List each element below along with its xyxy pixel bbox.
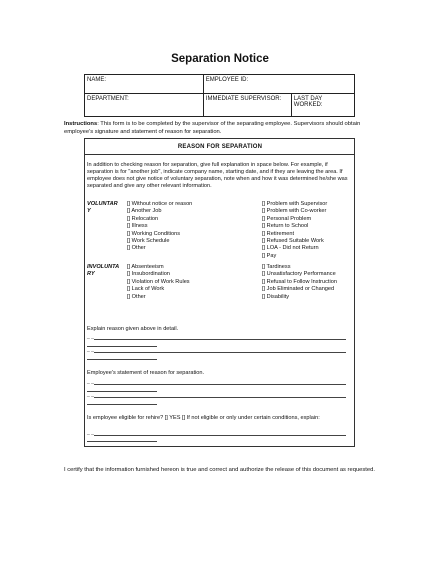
- checkbox-option[interactable]: [] Return to School: [262, 223, 309, 230]
- checkbox-option[interactable]: [] Problem with Co-worker: [262, 208, 327, 215]
- dash-mark: _ _: [87, 334, 94, 340]
- checkbox-option[interactable]: [] Another Job: [127, 208, 162, 215]
- voluntary-label: VOLUNTARY: [87, 201, 118, 214]
- checkbox-option[interactable]: [] Pay: [262, 252, 277, 259]
- checkbox-option[interactable]: [] Without notice or reason: [127, 201, 193, 207]
- answer-line[interactable]: [87, 359, 157, 360]
- checkbox-option[interactable]: [] Work Schedule: [127, 238, 170, 245]
- answer-line[interactable]: [94, 384, 346, 385]
- statement-prompt: Employee's statement of reason for separation.: [87, 370, 205, 376]
- answer-line[interactable]: [87, 404, 157, 405]
- employee-id-field[interactable]: [203, 75, 354, 94]
- checkbox-option[interactable]: [] Working Conditions: [127, 230, 181, 237]
- checkbox-option[interactable]: [] Other: [127, 293, 146, 300]
- answer-line[interactable]: [87, 346, 157, 347]
- dash-mark: _ _: [87, 392, 94, 398]
- checkbox-option[interactable]: [] Absenteeism: [127, 264, 164, 270]
- instructions-text: : This form is to be completed by the supervisor of the separating employee. Supervisors should obtain employee's signature and statement of reason for separation.: [64, 121, 361, 135]
- checkbox-option[interactable]: [] Other: [127, 245, 146, 252]
- instructions: [64, 120, 364, 136]
- dash-mark: _ _: [87, 430, 94, 436]
- dash-mark: _ _: [87, 347, 94, 353]
- voluntary-right-options: [262, 201, 327, 260]
- answer-line[interactable]: [94, 435, 346, 436]
- checkbox-option[interactable]: [] Violation of Work Rules: [127, 278, 190, 285]
- checkbox-option[interactable]: [] Unsatisfactory Performance: [262, 271, 336, 278]
- dash-mark: _ _: [87, 379, 94, 385]
- employee-info-table: [84, 74, 355, 117]
- checkbox-option[interactable]: [] Lack of Work: [127, 286, 165, 293]
- involuntary-left-options: [127, 264, 190, 301]
- divider: [84, 154, 355, 155]
- answer-line[interactable]: [87, 441, 157, 442]
- checkbox-option[interactable]: [] Problem with Supervisor: [262, 201, 328, 207]
- explain-prompt: Explain reason given above in detail.: [87, 326, 179, 332]
- answer-line[interactable]: [94, 397, 346, 398]
- certification-text: I certify that the information furnished hereon is true and correct and authorize the release of this document as requested.: [64, 467, 375, 473]
- department-label: DEPARTMENT:: [87, 96, 129, 102]
- answer-line[interactable]: [94, 352, 346, 353]
- answer-line[interactable]: [94, 339, 346, 340]
- name-label: NAME:: [87, 77, 107, 83]
- checkbox-option[interactable]: [] Refusal to Follow Instruction: [262, 278, 337, 285]
- checkbox-option[interactable]: [] Illness: [127, 223, 148, 230]
- checkbox-option[interactable]: [] Tardiness: [262, 264, 291, 270]
- page-title: Separation Notice: [171, 53, 269, 65]
- checkbox-option[interactable]: [] Job Eliminated or Changed: [262, 286, 335, 293]
- checkbox-option[interactable]: [] Retirement: [262, 230, 295, 237]
- checkbox-option[interactable]: [] Personal Problem: [262, 215, 312, 222]
- supervisor-label: IMMEDIATE SUPERVISOR:: [205, 96, 282, 102]
- last-day-label: LAST DAY WORKED:: [293, 96, 323, 108]
- instructions-label: Instructions: [64, 121, 98, 127]
- voluntary-left-options: [127, 201, 192, 253]
- last-day-field[interactable]: [291, 94, 354, 117]
- checkbox-option[interactable]: [] Relocation: [127, 215, 159, 222]
- checkbox-option[interactable]: [] Refused Suitable Work: [262, 238, 324, 245]
- checkbox-option[interactable]: [] LOA - Did not Return: [262, 245, 319, 252]
- rehire-question: Is employee eligible for rehire? [] YES [] If not eligible or only under certain conditions, explain:: [87, 415, 320, 421]
- checkbox-option[interactable]: [] Disability: [262, 293, 290, 300]
- involuntary-label: INVOLUNTARY: [87, 264, 120, 277]
- answer-line[interactable]: [87, 391, 157, 392]
- department-field[interactable]: [85, 94, 204, 117]
- employee-id-label: EMPLOYEE ID:: [205, 77, 249, 83]
- reason-intro: In addition to checking reason for separation, give full explanation in space below. For example, if separation is for "another job", indicate company name, starting date, and if they are leaving the area. If employee does not give notice of voluntary separation, note when and how it was determined he/she was separated and give any other relevant information.: [87, 162, 348, 189]
- involuntary-right-options: [262, 264, 354, 301]
- checkbox-option[interactable]: [] Insubordination: [127, 271, 170, 278]
- reason-box-title: REASON FOR SEPARATION: [177, 144, 263, 150]
- supervisor-field[interactable]: [203, 94, 291, 117]
- name-field[interactable]: [85, 75, 204, 94]
